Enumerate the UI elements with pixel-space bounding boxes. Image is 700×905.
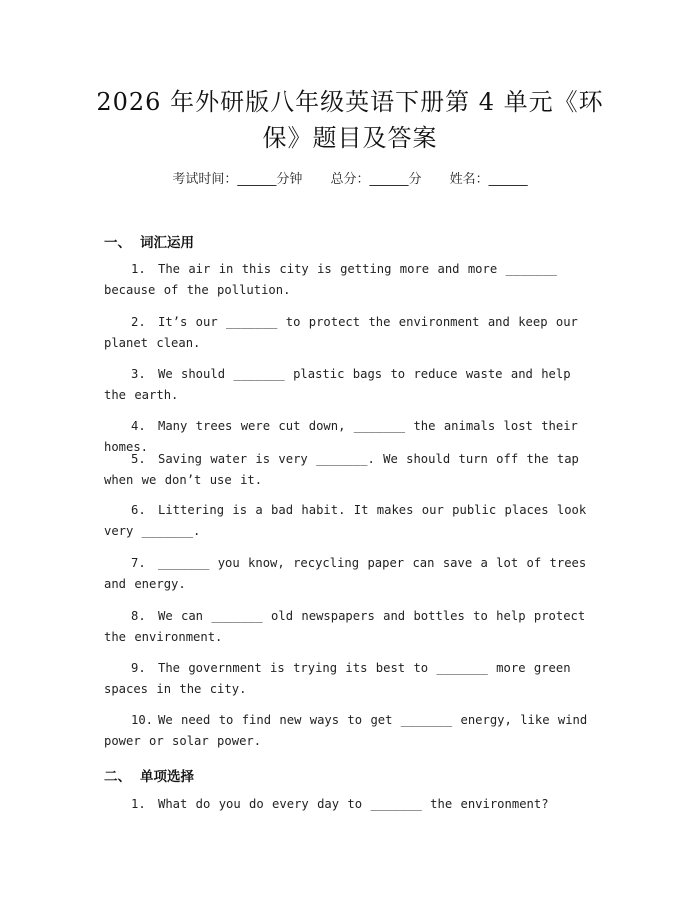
question-text: Saving water is very _______. We should turn off the tap when we don’t use it. bbox=[104, 452, 579, 487]
question-number: 8. bbox=[131, 609, 146, 623]
question-item bbox=[104, 312, 599, 354]
question-number: 7. bbox=[131, 556, 146, 570]
section-title: 词汇运用 bbox=[140, 235, 194, 251]
question-item bbox=[104, 553, 599, 595]
question-text: We should _______ plastic bags to reduce waste and help the earth. bbox=[104, 367, 571, 402]
question-number: 5. bbox=[131, 452, 146, 466]
question-item bbox=[104, 606, 599, 648]
question-item bbox=[104, 794, 599, 815]
section-title: 单项选择 bbox=[140, 769, 194, 785]
question-number: 1. bbox=[131, 797, 146, 811]
question-number: 9. bbox=[131, 661, 146, 675]
document-title: 2026 年外研版八年级英语下册第 4 单元《环保》题目及答案 bbox=[96, 88, 604, 152]
question-item bbox=[104, 449, 599, 491]
section-number: 一、 bbox=[104, 235, 131, 251]
question-text: We can _______ old newspapers and bottles to help protect the environment. bbox=[104, 609, 586, 644]
question-text: Many trees were cut down, _______ the animals lost their homes. bbox=[104, 419, 578, 454]
question-number: 1. bbox=[131, 262, 146, 276]
exam-time-label: 考试时间：______分钟 bbox=[172, 172, 303, 187]
question-number: 3. bbox=[131, 367, 146, 381]
question-text: We need to find new ways to get _______ energy, like wind power or solar power. bbox=[104, 713, 588, 748]
question-text: What do you do every day to _______ the environment? bbox=[158, 797, 549, 811]
question-text: Littering is a bad habit. It makes our public places look very _______. bbox=[104, 503, 587, 538]
question-text: The government is trying its best to _______ more green spaces in the city. bbox=[104, 661, 571, 696]
exam-meta bbox=[0, 168, 700, 187]
question-item bbox=[104, 710, 599, 752]
total-score-label: 总分：______分 bbox=[330, 172, 422, 187]
question-text: It’s our _______ to protect the environment and keep our planet clean. bbox=[104, 315, 578, 350]
student-name-label: 姓名：______ bbox=[449, 172, 528, 187]
question-number: 6. bbox=[131, 503, 146, 517]
section-heading-multiple-choice bbox=[104, 765, 194, 785]
section-number: 二、 bbox=[104, 769, 131, 785]
question-number: 10. bbox=[131, 713, 154, 727]
question-item bbox=[104, 364, 599, 406]
question-text: _______ you know, recycling paper can save a lot of trees and energy. bbox=[104, 556, 587, 591]
question-number: 2. bbox=[131, 315, 146, 329]
question-number: 4. bbox=[131, 419, 146, 433]
question-item bbox=[104, 500, 599, 542]
question-text: The air in this city is getting more and more _______ because of the pollution. bbox=[104, 262, 557, 297]
section-heading-vocabulary bbox=[104, 231, 194, 251]
question-item bbox=[104, 259, 599, 301]
question-item bbox=[104, 658, 599, 700]
